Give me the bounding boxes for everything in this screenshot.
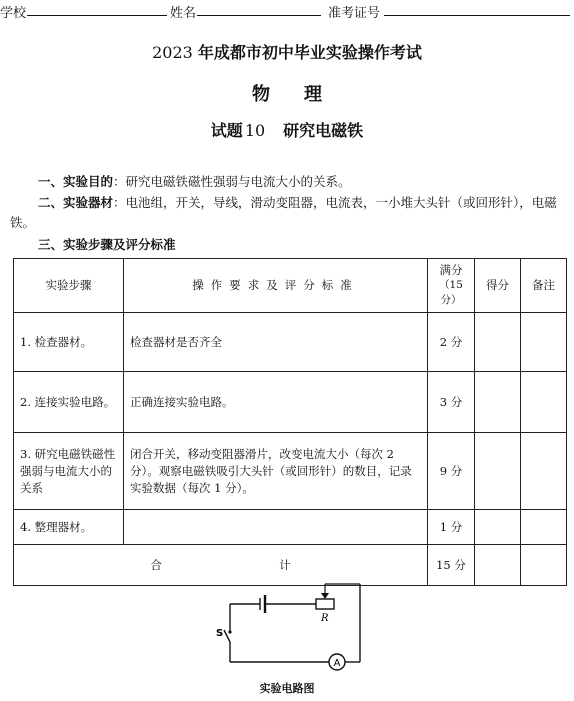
row-step: 1. 检查器材。 (14, 313, 124, 372)
row-marks: 2 分 (428, 313, 475, 372)
exam-title (0, 40, 574, 63)
row-remarks-cell[interactable] (521, 372, 567, 433)
rheostat-symbol (316, 599, 334, 609)
total-score-cell[interactable] (475, 545, 521, 586)
row-marks: 9 分 (428, 433, 475, 510)
row-marks: 3 分 (428, 372, 475, 433)
school-label: 学校 (0, 6, 27, 21)
row-requirement: 正确连接实验电路。 (124, 372, 428, 433)
test-name: 研究电磁铁 (283, 121, 364, 140)
table-row (14, 313, 567, 372)
table-row (14, 433, 567, 510)
header-full-marks-line1: 满分 (439, 263, 463, 277)
header-requirements: 操作要求及评分标准 (124, 259, 428, 313)
test-prefix: 试题 (210, 121, 243, 140)
header-full-marks-line2: （15 分） (439, 279, 463, 306)
ammeter-label: A (333, 658, 341, 669)
scoring-table (13, 258, 567, 586)
purpose-label: 一、实验目的 (38, 174, 114, 189)
row-requirement: 闭合开关，移动变阻器滑片，改变电流大小（每次 2 分）。观察电磁铁吸引大头针（或回形针）的数目，记录实验数据（每次 1 分）。 (124, 433, 428, 510)
rheostat-label: R (321, 613, 329, 624)
equipment-text: ：电池组，开关，导线，滑动变阻器，电流表，一小堆大头针（或回形针），电磁铁。 (10, 195, 557, 230)
row-score-cell[interactable] (475, 433, 521, 510)
equipment-paragraph (10, 193, 566, 233)
circuit-diagram (210, 580, 380, 672)
table-row (14, 510, 567, 545)
row-score-cell[interactable] (475, 510, 521, 545)
row-marks: 1 分 (428, 510, 475, 545)
row-step: 3. 研究电磁铁磁性强弱与电流大小的关系 (14, 433, 124, 510)
header-score: 得分 (475, 259, 521, 313)
test-number: 10 (244, 121, 266, 140)
row-score-cell[interactable] (475, 372, 521, 433)
school-blank (27, 15, 167, 16)
table-header-row (14, 259, 567, 313)
purpose-paragraph (10, 172, 566, 192)
header-remarks: 备注 (521, 259, 567, 313)
steps-heading: 三、实验步骤及评分标准 (38, 237, 176, 252)
table-row (14, 372, 567, 433)
total-marks: 15 分 (428, 545, 475, 586)
test-title (0, 118, 574, 141)
name-blank (197, 15, 321, 16)
row-step: 4. 整理器材。 (14, 510, 124, 545)
header-step: 实验步骤 (14, 259, 124, 313)
switch-contact (228, 630, 231, 633)
exam-id-label: 准考证号 (328, 6, 381, 21)
exam-year: 2023 (152, 43, 193, 62)
row-step: 2. 连接实验电路。 (14, 372, 124, 433)
circuit-caption: 实验电路图 (259, 682, 315, 695)
row-requirement (124, 510, 428, 545)
equipment-label: 二、实验器材 (38, 195, 114, 210)
subject-title: 物理 (252, 84, 356, 105)
row-remarks-cell[interactable] (521, 433, 567, 510)
header-full-marks (428, 259, 475, 313)
total-label-right: 计 (279, 558, 291, 572)
name-label: 姓名 (170, 6, 197, 21)
total-remarks-cell[interactable] (521, 545, 567, 586)
slider-arrow-icon (321, 593, 329, 599)
exam-title-text: 年成都市初中毕业实验操作考试 (197, 43, 422, 62)
total-label-left: 合 (150, 558, 162, 572)
row-remarks-cell[interactable] (521, 313, 567, 372)
row-requirement: 检查器材是否齐全 (124, 313, 428, 372)
exam-header-line (0, 0, 574, 22)
purpose-text: ：研究电磁铁磁性强弱与电流大小的关系。 (113, 174, 351, 189)
exam-id-blank (384, 15, 570, 16)
row-score-cell[interactable] (475, 313, 521, 372)
row-remarks-cell[interactable] (521, 510, 567, 545)
switch-label: S (216, 628, 224, 639)
